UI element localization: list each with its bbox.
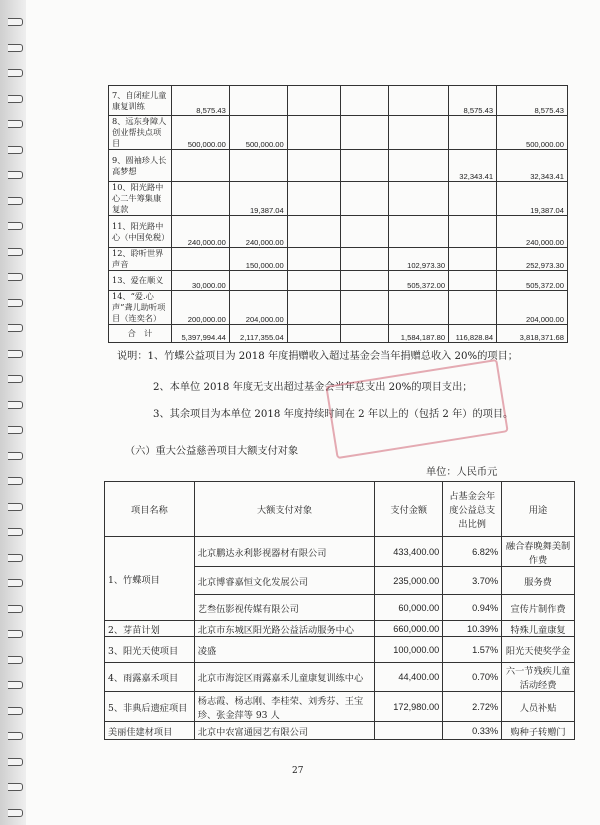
amount-cell <box>449 182 497 216</box>
amount-cell <box>171 248 229 271</box>
amount-cell <box>341 271 389 291</box>
amount-cell: 116,828.84 <box>449 325 497 343</box>
payee-cell: 艺叁伍影视传媒有限公司 <box>194 595 375 621</box>
amount-cell <box>287 116 341 150</box>
amount-cell: 5,397,994.44 <box>171 325 229 343</box>
amount-cell <box>229 150 287 182</box>
red-seal-stamp <box>325 359 508 459</box>
amount-cell: 1,584,187.80 <box>389 325 449 343</box>
percentage-cell: 0.94% <box>443 595 502 621</box>
percentage-cell: 10.39% <box>443 621 502 637</box>
amount-cell <box>287 216 341 248</box>
amount-cell <box>389 150 449 182</box>
binding-ring <box>8 120 23 128</box>
amount-cell: 240,000.00 <box>497 216 568 248</box>
amount-cell: 505,372.00 <box>389 271 449 291</box>
amount-cell: 32,343.41 <box>449 150 497 182</box>
table-row <box>105 663 575 692</box>
amount-cell: 150,000.00 <box>229 248 287 271</box>
use-cell: 人员补贴 <box>502 692 575 722</box>
amount-cell: 200,000.00 <box>171 291 229 325</box>
table-row <box>109 216 568 248</box>
payee-cell: 杨志霞、杨志刚、李桂荣、刘秀芬、王宝珍、张金萍等 93 人 <box>194 692 375 722</box>
amount-cell: 505,372.00 <box>497 271 568 291</box>
table-row <box>105 537 575 567</box>
large-payments-table <box>104 481 575 740</box>
binding-ring <box>8 554 23 562</box>
table-row <box>109 291 568 325</box>
amount-cell <box>341 116 389 150</box>
binding-ring <box>8 350 23 358</box>
amount-cell: 500,000.00 <box>229 116 287 150</box>
amount-cell <box>171 182 229 216</box>
payee-cell: 北京市海淀区雨露嘉禾儿童康复训练中心 <box>194 663 375 692</box>
amount-cell: 100,000.00 <box>375 637 443 663</box>
binding-ring <box>8 630 23 638</box>
binding-ring <box>8 222 23 230</box>
section-title: （六）重大公益慈善项目大额支付对象 <box>125 446 299 457</box>
project-name-cell: 2、芽苗计划 <box>105 621 195 637</box>
amount-cell <box>389 216 449 248</box>
binding-ring <box>8 273 23 281</box>
use-cell: 融合春晚舞美制作费 <box>502 537 575 567</box>
amount-cell <box>341 291 389 325</box>
header-percentage: 占基金会年度公益总支出比例 <box>443 482 502 537</box>
binding-ring <box>8 452 23 460</box>
header-payee: 大额支付对象 <box>194 482 375 537</box>
binding-ring <box>8 681 23 689</box>
use-cell: 六一节残疾儿童活动经费 <box>502 663 575 692</box>
percentage-cell: 0.70% <box>443 663 502 692</box>
payee-cell: 北京中农富通园艺有限公司 <box>194 722 375 740</box>
percentage-cell: 2.72% <box>443 692 502 722</box>
binding-ring <box>8 401 23 409</box>
binding-ring <box>8 426 23 434</box>
table-row <box>109 116 568 150</box>
binding-ring <box>8 375 23 383</box>
amount-cell <box>287 325 341 343</box>
amount-cell <box>449 271 497 291</box>
table-row <box>105 637 575 663</box>
table-row <box>109 248 568 271</box>
amount-cell <box>449 116 497 150</box>
amount-cell <box>287 271 341 291</box>
header-use: 用途 <box>502 482 575 537</box>
binding-ring <box>8 18 23 26</box>
binding-ring <box>8 579 23 587</box>
table-row <box>109 182 568 216</box>
payee-cell: 北京鹏达永利影视器材有限公司 <box>194 537 375 567</box>
use-cell: 阳光天使奖学金 <box>502 637 575 663</box>
amount-cell <box>287 248 341 271</box>
project-name-cell: 3、阳光天使项目 <box>105 637 195 663</box>
binding-ring <box>8 95 23 103</box>
binding-ring <box>8 324 23 332</box>
amount-cell <box>449 216 497 248</box>
amount-cell: 240,000.00 <box>171 216 229 248</box>
amount-cell <box>341 150 389 182</box>
project-summary-table <box>108 85 568 343</box>
unit-label: 单位：人民币元 <box>426 467 498 478</box>
amount-cell <box>389 291 449 325</box>
amount-cell <box>229 271 287 291</box>
use-cell: 服务费 <box>502 567 575 595</box>
project-name-cell: 1、竹蝶项目 <box>105 537 195 621</box>
binding-ring <box>8 758 23 766</box>
percentage-cell: 6.82% <box>443 537 502 567</box>
amount-cell: 8,575.43 <box>497 86 568 116</box>
use-cell: 宣传片制作费 <box>502 595 575 621</box>
table-row <box>109 86 568 116</box>
amount-cell: 204,000.00 <box>229 291 287 325</box>
project-name-cell: 9、圆袖珍人长高梦想 <box>109 150 172 182</box>
binding-ring <box>8 146 23 154</box>
amount-cell: 60,000.00 <box>375 595 443 621</box>
table-row <box>105 722 575 740</box>
binding-ring <box>8 477 23 485</box>
amount-cell <box>287 291 341 325</box>
binding-ring <box>8 528 23 536</box>
payee-cell: 北京博睿嘉恒文化发展公司 <box>194 567 375 595</box>
binding-ring <box>8 605 23 613</box>
binding-ring <box>8 299 23 307</box>
amount-cell: 235,000.00 <box>375 567 443 595</box>
project-name-cell: 14、“爱.心声”聋儿助听项目（连奕名） <box>109 291 172 325</box>
table-row <box>105 692 575 722</box>
amount-cell: 172,980.00 <box>375 692 443 722</box>
amount-cell: 660,000.00 <box>375 621 443 637</box>
amount-cell: 2,117,355.04 <box>229 325 287 343</box>
amount-cell: 500,000.00 <box>171 116 229 150</box>
amount-cell <box>389 182 449 216</box>
binding-ring <box>8 197 23 205</box>
payee-cell: 凌盛 <box>194 637 375 663</box>
project-name-cell: 合 计 <box>109 325 172 343</box>
amount-cell <box>449 248 497 271</box>
amount-cell <box>389 86 449 116</box>
amount-cell <box>171 150 229 182</box>
binding-ring <box>8 171 23 179</box>
project-name-cell: 5、非典后遗症项目 <box>105 692 195 722</box>
binding-ring <box>8 809 23 817</box>
header-amount: 支付金额 <box>375 482 443 537</box>
amount-cell: 8,575.43 <box>171 86 229 116</box>
binding-ring <box>8 732 23 740</box>
note-3: 3、其余项目为本单位 2018 年度持续时间在 2 年以上的（包括 2 年）的项目。 <box>153 409 514 420</box>
amount-cell: 433,400.00 <box>375 537 443 567</box>
amount-cell <box>287 86 341 116</box>
amount-cell: 8,575.43 <box>449 86 497 116</box>
percentage-cell: 1.57% <box>443 637 502 663</box>
amount-cell: 500,000.00 <box>497 116 568 150</box>
amount-cell: 102,973.30 <box>389 248 449 271</box>
note-1: 说明：1、竹蝶公益项目为 2018 年度捐赠收入超过基金会当年捐赠总收入 20%的项目； <box>117 351 518 362</box>
binding-ring <box>8 44 23 52</box>
project-name-cell: 美丽佳建材项目 <box>105 722 195 740</box>
table-row <box>105 621 575 637</box>
amount-cell <box>341 86 389 116</box>
amount-cell <box>375 722 443 740</box>
project-name-cell: 4、雨露嘉禾项目 <box>105 663 195 692</box>
amount-cell: 3,818,371.68 <box>497 325 568 343</box>
amount-cell: 252,973.30 <box>497 248 568 271</box>
amount-cell: 30,000.00 <box>171 271 229 291</box>
project-name-cell: 12、聆听世界声音 <box>109 248 172 271</box>
amount-cell <box>341 325 389 343</box>
payee-cell: 北京市东城区阳光路公益活动服务中心 <box>194 621 375 637</box>
binding-ring <box>8 707 23 715</box>
percentage-cell: 0.33% <box>443 722 502 740</box>
amount-cell <box>341 216 389 248</box>
amount-cell: 44,400.00 <box>375 663 443 692</box>
spiral-binding <box>0 0 26 825</box>
binding-ring <box>8 656 23 664</box>
amount-cell <box>449 291 497 325</box>
project-name-cell: 13、爱在顺义 <box>109 271 172 291</box>
project-name-cell: 10、阳光路中心二牛筹集康复款 <box>109 182 172 216</box>
note-2: 2、本单位 2018 年度无支出超过基金会当年总支出 20%的项目支出； <box>153 382 473 393</box>
project-name-cell: 8、远东身障人创业帮扶点项目 <box>109 116 172 150</box>
amount-cell: 19,387.04 <box>229 182 287 216</box>
amount-cell <box>287 182 341 216</box>
amount-cell: 240,000.00 <box>229 216 287 248</box>
amount-cell <box>287 150 341 182</box>
binding-ring <box>8 248 23 256</box>
amount-cell: 32,343.41 <box>497 150 568 182</box>
amount-cell <box>341 182 389 216</box>
project-name-cell: 7、自闭症儿童康复训练 <box>109 86 172 116</box>
project-name-cell: 11、阳光路中心（中国免税） <box>109 216 172 248</box>
table-row <box>109 325 568 343</box>
binding-ring <box>8 503 23 511</box>
percentage-cell: 3.70% <box>443 567 502 595</box>
amount-cell: 19,387.04 <box>497 182 568 216</box>
amount-cell <box>229 86 287 116</box>
page-number: 27 <box>292 766 304 776</box>
amount-cell <box>341 248 389 271</box>
binding-ring <box>8 783 23 791</box>
table-row <box>109 150 568 182</box>
amount-cell <box>389 116 449 150</box>
use-cell: 购种子转赠门 <box>502 722 575 740</box>
binding-ring <box>8 69 23 77</box>
use-cell: 特殊儿童康复 <box>502 621 575 637</box>
table-row <box>109 271 568 291</box>
header-project-name: 项目名称 <box>105 482 195 537</box>
amount-cell: 204,000.00 <box>497 291 568 325</box>
